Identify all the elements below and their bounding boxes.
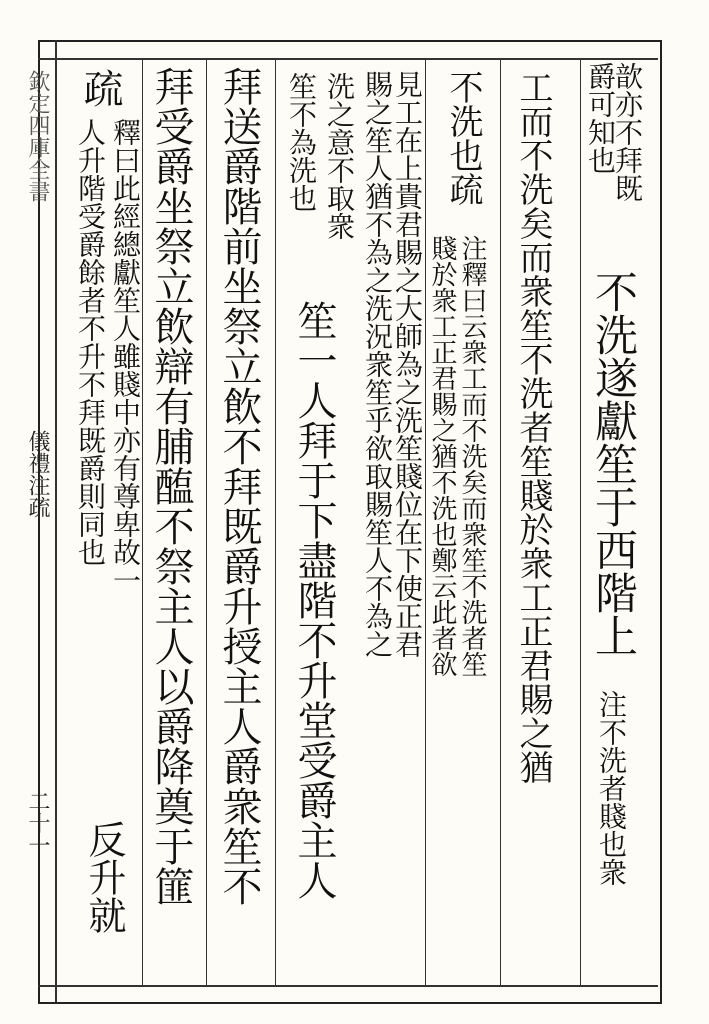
- margin-collection-title: 欽定四庫全書: [25, 70, 50, 202]
- note-text-col-2: 注不洗者賤也衆: [595, 690, 628, 886]
- commentary-marker-col-9: 疏: [77, 68, 123, 108]
- column-rule: [206, 58, 207, 986]
- commentary-col-9b: 人升階受爵餘者不升不拜既爵則同也: [74, 118, 107, 566]
- main-text-col-8: 拜受爵坐祭立飲辯有脯醢不祭主人以爵降奠于篚: [148, 66, 194, 906]
- main-text-col-9: 反升就: [82, 820, 126, 934]
- commentary-col-5: 見工在上貴君賜之大師為之洗笙賤位在下使正君: [391, 70, 424, 658]
- annotation-col-1b: 爵可知也: [584, 62, 617, 174]
- column-rule: [580, 58, 581, 986]
- bottom-rule: [38, 985, 658, 987]
- main-text-col-6: 笙一人拜于下盡階不升堂受爵主人: [291, 300, 337, 900]
- commentary-col-4: 注釋曰云衆工而不洗矣而衆笙不洗者笙: [457, 235, 487, 677]
- left-margin-rule: [55, 40, 57, 1002]
- commentary-col-6a: 洗之意不取衆: [323, 72, 356, 240]
- column-rule: [500, 58, 501, 986]
- commentary-col-6b: 笙不為洗也: [285, 72, 318, 212]
- annotation-col-1a: 歆亦不拜既: [611, 62, 644, 202]
- commentary-col-5b: 賜之笙人猶不為之洗況衆笙乎欲取賜笙人不為之: [361, 70, 394, 658]
- top-rule: [38, 58, 658, 60]
- main-text-col-2: 不洗遂獻笙于西階上: [588, 270, 638, 657]
- main-text-col-7: 拜送爵階前坐祭立飲不拜既爵升授主人爵衆笙不: [216, 66, 262, 906]
- commentary-col-4b: 賤於衆工正君賜之猶不洗也鄭云此者欲: [427, 235, 457, 677]
- note-text-col-4: 不洗也疏: [443, 70, 483, 206]
- column-rule: [425, 58, 426, 986]
- column-rule: [275, 58, 276, 986]
- note-text-col-3: 工而不洗矣而衆笙不洗者笙賤於衆工正君賜之猶: [513, 70, 553, 784]
- commentary-col-9: 釋曰此經總獻笙人雖賤中亦有尊卑故一: [109, 118, 142, 594]
- margin-page-number: 二十一: [25, 790, 50, 856]
- margin-book-title: 儀禮注疏: [25, 430, 50, 518]
